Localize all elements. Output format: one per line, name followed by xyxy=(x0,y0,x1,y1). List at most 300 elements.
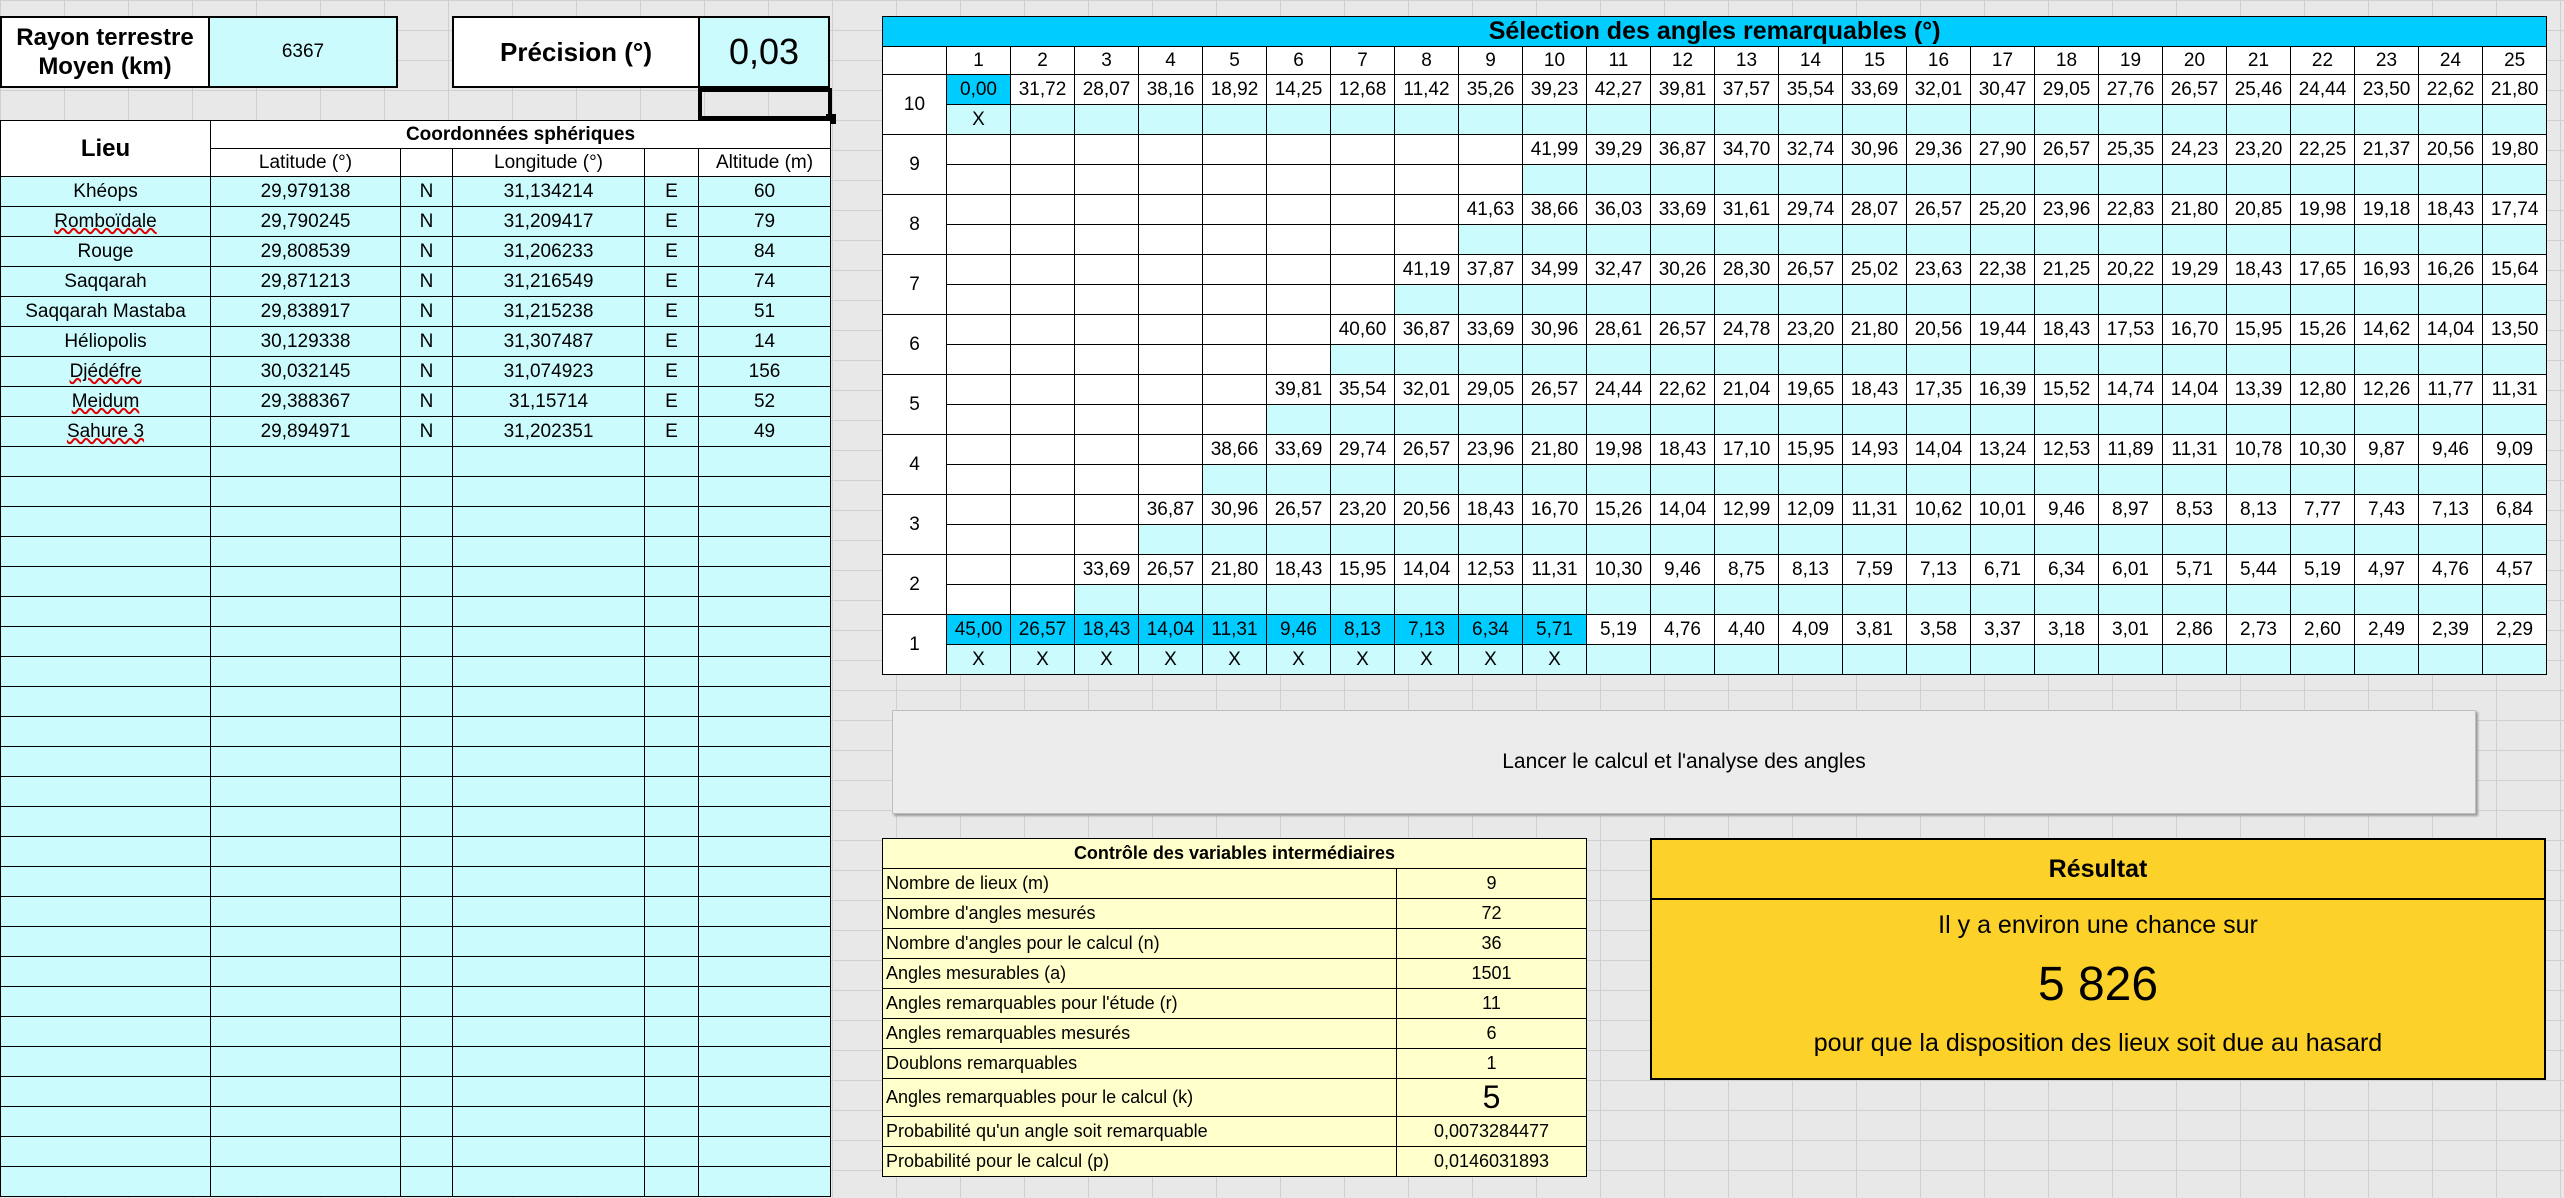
angle-mark-cell[interactable]: X xyxy=(1011,645,1075,675)
angle-value-cell[interactable]: 10,78 xyxy=(2227,435,2291,465)
angle-value-cell[interactable]: 8,97 xyxy=(2099,495,2163,525)
angle-mark-cell[interactable] xyxy=(2163,285,2227,315)
angle-value-cell[interactable] xyxy=(947,315,1011,345)
longitude-cell[interactable]: 31,307487 xyxy=(453,327,645,357)
angle-mark-cell[interactable] xyxy=(1075,585,1139,615)
altitude-cell[interactable]: 60 xyxy=(699,177,831,207)
angle-mark-cell[interactable] xyxy=(1907,225,1971,255)
ew-cell[interactable] xyxy=(645,867,699,897)
place-name-cell[interactable] xyxy=(1,627,211,657)
angle-mark-cell[interactable] xyxy=(1395,285,1459,315)
angle-value-cell[interactable]: 20,22 xyxy=(2099,255,2163,285)
angle-value-cell[interactable]: 11,77 xyxy=(2419,375,2483,405)
angle-mark-cell[interactable] xyxy=(1523,345,1587,375)
angle-value-cell[interactable]: 29,05 xyxy=(1459,375,1523,405)
angle-value-cell[interactable] xyxy=(1075,375,1139,405)
angle-value-cell[interactable]: 33,69 xyxy=(1267,435,1331,465)
place-name-cell[interactable] xyxy=(1,1167,211,1197)
angle-value-cell[interactable]: 40,60 xyxy=(1331,315,1395,345)
angle-value-cell[interactable]: 37,57 xyxy=(1715,75,1779,105)
angle-value-cell[interactable]: 8,53 xyxy=(2163,495,2227,525)
angle-mark-cell[interactable] xyxy=(1267,585,1331,615)
altitude-cell[interactable] xyxy=(699,1047,831,1077)
angle-mark-cell[interactable] xyxy=(2483,165,2547,195)
place-name-cell[interactable] xyxy=(1,1047,211,1077)
place-name-cell[interactable] xyxy=(1,807,211,837)
altitude-cell[interactable] xyxy=(699,1167,831,1197)
angle-value-cell[interactable]: 5,19 xyxy=(2291,555,2355,585)
angle-mark-cell[interactable] xyxy=(1331,105,1395,135)
altitude-cell[interactable] xyxy=(699,987,831,1017)
place-name-cell[interactable] xyxy=(1,837,211,867)
angle-mark-cell[interactable] xyxy=(1395,405,1459,435)
angle-mark-cell[interactable] xyxy=(1523,105,1587,135)
angle-mark-cell[interactable] xyxy=(2099,285,2163,315)
angle-mark-cell[interactable] xyxy=(1587,165,1651,195)
angle-value-cell[interactable]: 19,29 xyxy=(2163,255,2227,285)
angle-value-cell[interactable]: 0,00 xyxy=(947,75,1011,105)
angle-value-cell[interactable]: 2,60 xyxy=(2291,615,2355,645)
angle-mark-cell[interactable] xyxy=(2419,465,2483,495)
angle-mark-cell[interactable] xyxy=(1331,225,1395,255)
longitude-cell[interactable] xyxy=(453,1137,645,1167)
angle-value-cell[interactable]: 2,39 xyxy=(2419,615,2483,645)
ns-cell[interactable] xyxy=(401,807,453,837)
angle-mark-cell[interactable] xyxy=(1395,585,1459,615)
angle-mark-cell[interactable] xyxy=(1075,345,1139,375)
angle-value-cell[interactable]: 14,04 xyxy=(1907,435,1971,465)
angle-value-cell[interactable] xyxy=(1395,135,1459,165)
angle-value-cell[interactable]: 2,73 xyxy=(2227,615,2291,645)
angle-mark-cell[interactable] xyxy=(1715,525,1779,555)
angle-value-cell[interactable]: 4,40 xyxy=(1715,615,1779,645)
angle-mark-cell[interactable] xyxy=(947,465,1011,495)
ew-cell[interactable] xyxy=(645,1047,699,1077)
angle-mark-cell[interactable] xyxy=(1203,225,1267,255)
place-name-cell[interactable] xyxy=(1,867,211,897)
altitude-cell[interactable] xyxy=(699,447,831,477)
ns-cell[interactable] xyxy=(401,897,453,927)
angle-mark-cell[interactable] xyxy=(2355,525,2419,555)
angle-mark-cell[interactable] xyxy=(1715,105,1779,135)
altitude-cell[interactable] xyxy=(699,717,831,747)
altitude-cell[interactable] xyxy=(699,597,831,627)
angle-value-cell[interactable]: 4,76 xyxy=(1651,615,1715,645)
altitude-cell[interactable]: 84 xyxy=(699,237,831,267)
ns-cell[interactable] xyxy=(401,1017,453,1047)
angle-value-cell[interactable]: 18,43 xyxy=(2227,255,2291,285)
angle-value-cell[interactable]: 11,31 xyxy=(1843,495,1907,525)
angle-value-cell[interactable]: 10,30 xyxy=(2291,435,2355,465)
angle-mark-cell[interactable] xyxy=(2035,105,2099,135)
altitude-cell[interactable] xyxy=(699,927,831,957)
angle-mark-cell[interactable] xyxy=(2099,225,2163,255)
angle-mark-cell[interactable] xyxy=(1907,345,1971,375)
ns-cell[interactable] xyxy=(401,1137,453,1167)
angle-value-cell[interactable] xyxy=(1075,315,1139,345)
angle-value-cell[interactable]: 6,34 xyxy=(2035,555,2099,585)
ew-cell[interactable]: E xyxy=(645,387,699,417)
angle-value-cell[interactable]: 7,77 xyxy=(2291,495,2355,525)
angle-mark-cell[interactable] xyxy=(2291,345,2355,375)
ns-cell[interactable] xyxy=(401,837,453,867)
angle-mark-cell[interactable] xyxy=(2291,465,2355,495)
angle-value-cell[interactable]: 23,20 xyxy=(2227,135,2291,165)
ew-cell[interactable] xyxy=(645,777,699,807)
angle-value-cell[interactable] xyxy=(1331,255,1395,285)
angle-value-cell[interactable] xyxy=(947,495,1011,525)
place-name-cell[interactable] xyxy=(1,687,211,717)
angle-mark-cell[interactable] xyxy=(1139,225,1203,255)
ew-cell[interactable]: E xyxy=(645,297,699,327)
angle-mark-cell[interactable] xyxy=(1395,225,1459,255)
angle-mark-cell[interactable] xyxy=(2291,285,2355,315)
angle-value-cell[interactable]: 36,03 xyxy=(1587,195,1651,225)
altitude-cell[interactable] xyxy=(699,777,831,807)
angle-value-cell[interactable]: 7,13 xyxy=(1907,555,1971,585)
place-name-cell[interactable] xyxy=(1,537,211,567)
angle-mark-cell[interactable] xyxy=(1715,465,1779,495)
place-name-cell[interactable] xyxy=(1,567,211,597)
angle-value-cell[interactable]: 21,80 xyxy=(1203,555,1267,585)
angle-value-cell[interactable]: 28,07 xyxy=(1075,75,1139,105)
angle-mark-cell[interactable] xyxy=(1779,525,1843,555)
angle-value-cell[interactable]: 23,50 xyxy=(2355,75,2419,105)
angle-value-cell[interactable]: 38,66 xyxy=(1523,195,1587,225)
ns-cell[interactable]: N xyxy=(401,357,453,387)
angle-mark-cell[interactable] xyxy=(1011,585,1075,615)
angle-mark-cell[interactable] xyxy=(2163,165,2227,195)
angle-value-cell[interactable]: 15,95 xyxy=(1331,555,1395,585)
angle-value-cell[interactable]: 15,52 xyxy=(2035,375,2099,405)
angle-value-cell[interactable] xyxy=(1011,315,1075,345)
angle-mark-cell[interactable] xyxy=(1587,525,1651,555)
angle-value-cell[interactable]: 36,87 xyxy=(1395,315,1459,345)
angle-value-cell[interactable]: 16,70 xyxy=(1523,495,1587,525)
angle-value-cell[interactable]: 21,80 xyxy=(2483,75,2547,105)
angle-value-cell[interactable] xyxy=(1203,315,1267,345)
angle-value-cell[interactable]: 8,75 xyxy=(1715,555,1779,585)
longitude-cell[interactable] xyxy=(453,1047,645,1077)
angle-mark-cell[interactable] xyxy=(2163,465,2227,495)
angle-mark-cell[interactable] xyxy=(1395,465,1459,495)
longitude-cell[interactable] xyxy=(453,567,645,597)
angle-mark-cell[interactable] xyxy=(1843,105,1907,135)
ew-cell[interactable] xyxy=(645,1137,699,1167)
angle-value-cell[interactable]: 8,13 xyxy=(1331,615,1395,645)
angle-value-cell[interactable] xyxy=(1011,435,1075,465)
angle-value-cell[interactable]: 17,74 xyxy=(2483,195,2547,225)
angle-mark-cell[interactable] xyxy=(1651,645,1715,675)
angle-value-cell[interactable]: 21,80 xyxy=(1523,435,1587,465)
angle-value-cell[interactable]: 18,92 xyxy=(1203,75,1267,105)
angle-value-cell[interactable] xyxy=(1139,315,1203,345)
angle-value-cell[interactable] xyxy=(1011,555,1075,585)
angle-mark-cell[interactable] xyxy=(1779,585,1843,615)
angle-value-cell[interactable]: 35,26 xyxy=(1459,75,1523,105)
angle-mark-cell[interactable] xyxy=(2035,465,2099,495)
place-name-cell[interactable] xyxy=(1,357,211,387)
angle-value-cell[interactable] xyxy=(1459,135,1523,165)
angle-mark-cell[interactable] xyxy=(1779,465,1843,495)
angle-value-cell[interactable] xyxy=(1331,195,1395,225)
angle-value-cell[interactable]: 13,50 xyxy=(2483,315,2547,345)
angle-mark-cell[interactable] xyxy=(1203,285,1267,315)
angle-mark-cell[interactable]: X xyxy=(947,645,1011,675)
ns-cell[interactable]: N xyxy=(401,297,453,327)
angle-value-cell[interactable]: 18,43 xyxy=(1843,375,1907,405)
angle-mark-cell[interactable] xyxy=(1395,345,1459,375)
angle-value-cell[interactable]: 11,31 xyxy=(2483,375,2547,405)
angle-value-cell[interactable]: 18,43 xyxy=(2419,195,2483,225)
angle-value-cell[interactable]: 14,93 xyxy=(1843,435,1907,465)
longitude-cell[interactable] xyxy=(453,807,645,837)
ns-cell[interactable] xyxy=(401,687,453,717)
angle-mark-cell[interactable] xyxy=(1843,285,1907,315)
ns-cell[interactable] xyxy=(401,747,453,777)
longitude-cell[interactable] xyxy=(453,717,645,747)
ew-cell[interactable] xyxy=(645,987,699,1017)
angle-mark-cell[interactable] xyxy=(2099,645,2163,675)
place-name-cell[interactable] xyxy=(1,717,211,747)
altitude-cell[interactable]: 51 xyxy=(699,297,831,327)
angle-value-cell[interactable]: 10,30 xyxy=(1587,555,1651,585)
angle-mark-cell[interactable] xyxy=(1651,285,1715,315)
angle-value-cell[interactable]: 32,01 xyxy=(1907,75,1971,105)
ew-cell[interactable] xyxy=(645,597,699,627)
angle-value-cell[interactable] xyxy=(1331,135,1395,165)
angle-value-cell[interactable]: 37,87 xyxy=(1459,255,1523,285)
angle-mark-cell[interactable] xyxy=(2035,165,2099,195)
angle-mark-cell[interactable] xyxy=(1459,225,1523,255)
angle-mark-cell[interactable] xyxy=(2419,525,2483,555)
ew-cell[interactable]: E xyxy=(645,357,699,387)
angle-value-cell[interactable]: 19,98 xyxy=(1587,435,1651,465)
angle-value-cell[interactable]: 2,86 xyxy=(2163,615,2227,645)
angle-value-cell[interactable]: 27,76 xyxy=(2099,75,2163,105)
angle-mark-cell[interactable] xyxy=(2355,585,2419,615)
angle-mark-cell[interactable] xyxy=(2419,105,2483,135)
angle-mark-cell[interactable] xyxy=(1651,165,1715,195)
place-name-cell[interactable] xyxy=(1,447,211,477)
place-name-cell[interactable]: Rouge xyxy=(1,237,211,267)
angle-mark-cell[interactable] xyxy=(1459,585,1523,615)
ns-cell[interactable] xyxy=(401,1047,453,1077)
ew-cell[interactable] xyxy=(645,447,699,477)
angle-mark-cell[interactable] xyxy=(1715,585,1779,615)
angle-value-cell[interactable]: 30,96 xyxy=(1843,135,1907,165)
angle-mark-cell[interactable] xyxy=(947,585,1011,615)
angle-mark-cell[interactable] xyxy=(2163,105,2227,135)
angle-value-cell[interactable]: 23,20 xyxy=(1331,495,1395,525)
longitude-cell[interactable] xyxy=(453,1107,645,1137)
longitude-cell[interactable] xyxy=(453,537,645,567)
angle-mark-cell[interactable] xyxy=(2355,345,2419,375)
longitude-cell[interactable]: 31,202351 xyxy=(453,417,645,447)
angle-value-cell[interactable]: 12,26 xyxy=(2355,375,2419,405)
angle-value-cell[interactable]: 15,95 xyxy=(1779,435,1843,465)
angle-value-cell[interactable] xyxy=(1139,435,1203,465)
angle-value-cell[interactable]: 38,66 xyxy=(1203,435,1267,465)
altitude-cell[interactable] xyxy=(699,657,831,687)
angle-value-cell[interactable]: 3,01 xyxy=(2099,615,2163,645)
angle-mark-cell[interactable] xyxy=(2163,645,2227,675)
angle-value-cell[interactable]: 24,23 xyxy=(2163,135,2227,165)
angle-mark-cell[interactable] xyxy=(1459,285,1523,315)
angle-value-cell[interactable]: 31,72 xyxy=(1011,75,1075,105)
angle-mark-cell[interactable] xyxy=(1843,165,1907,195)
angle-value-cell[interactable]: 41,99 xyxy=(1523,135,1587,165)
angle-mark-cell[interactable] xyxy=(1459,345,1523,375)
angle-mark-cell[interactable] xyxy=(2227,105,2291,135)
altitude-cell[interactable] xyxy=(699,687,831,717)
angle-value-cell[interactable]: 11,42 xyxy=(1395,75,1459,105)
angle-value-cell[interactable]: 3,81 xyxy=(1843,615,1907,645)
angle-value-cell[interactable]: 13,24 xyxy=(1971,435,2035,465)
angle-mark-cell[interactable] xyxy=(1267,465,1331,495)
angle-mark-cell[interactable] xyxy=(1971,405,2035,435)
angle-value-cell[interactable]: 34,99 xyxy=(1523,255,1587,285)
angle-mark-cell[interactable] xyxy=(1971,165,2035,195)
ew-cell[interactable] xyxy=(645,537,699,567)
longitude-cell[interactable] xyxy=(453,927,645,957)
latitude-cell[interactable] xyxy=(211,567,401,597)
angle-mark-cell[interactable]: X xyxy=(1523,645,1587,675)
latitude-cell[interactable] xyxy=(211,477,401,507)
angle-mark-cell[interactable] xyxy=(1779,225,1843,255)
angle-mark-cell[interactable] xyxy=(1203,465,1267,495)
angle-value-cell[interactable]: 22,62 xyxy=(2419,75,2483,105)
latitude-cell[interactable] xyxy=(211,1017,401,1047)
ew-cell[interactable] xyxy=(645,807,699,837)
angle-value-cell[interactable]: 26,57 xyxy=(1011,615,1075,645)
latitude-cell[interactable]: 29,871213 xyxy=(211,267,401,297)
angle-mark-cell[interactable] xyxy=(1587,405,1651,435)
angle-mark-cell[interactable] xyxy=(1459,105,1523,135)
longitude-cell[interactable] xyxy=(453,597,645,627)
angle-mark-cell[interactable] xyxy=(1139,285,1203,315)
angle-mark-cell[interactable] xyxy=(1331,465,1395,495)
angle-mark-cell[interactable] xyxy=(2227,405,2291,435)
ns-cell[interactable] xyxy=(401,777,453,807)
angle-value-cell[interactable]: 13,39 xyxy=(2227,375,2291,405)
longitude-cell[interactable] xyxy=(453,447,645,477)
angle-value-cell[interactable]: 31,61 xyxy=(1715,195,1779,225)
angle-mark-cell[interactable] xyxy=(1139,345,1203,375)
latitude-cell[interactable] xyxy=(211,657,401,687)
angle-mark-cell[interactable] xyxy=(1459,525,1523,555)
angle-mark-cell[interactable] xyxy=(1075,165,1139,195)
latitude-cell[interactable] xyxy=(211,927,401,957)
ns-cell[interactable]: N xyxy=(401,387,453,417)
angle-mark-cell[interactable] xyxy=(1907,165,1971,195)
angle-mark-cell[interactable] xyxy=(1267,225,1331,255)
ns-cell[interactable]: N xyxy=(401,327,453,357)
altitude-cell[interactable]: 49 xyxy=(699,417,831,447)
angle-value-cell[interactable]: 18,43 xyxy=(1075,615,1139,645)
angle-mark-cell[interactable] xyxy=(2227,525,2291,555)
angle-mark-cell[interactable] xyxy=(2099,585,2163,615)
ns-cell[interactable] xyxy=(401,927,453,957)
angle-value-cell[interactable]: 6,34 xyxy=(1459,615,1523,645)
latitude-cell[interactable] xyxy=(211,807,401,837)
angle-value-cell[interactable] xyxy=(1203,195,1267,225)
latitude-cell[interactable] xyxy=(211,507,401,537)
longitude-cell[interactable] xyxy=(453,1167,645,1197)
angle-value-cell[interactable]: 19,98 xyxy=(2291,195,2355,225)
angle-value-cell[interactable]: 5,71 xyxy=(2163,555,2227,585)
angle-mark-cell[interactable] xyxy=(1331,405,1395,435)
angle-mark-cell[interactable] xyxy=(1523,225,1587,255)
angle-value-cell[interactable]: 14,04 xyxy=(2419,315,2483,345)
angle-value-cell[interactable]: 12,53 xyxy=(1459,555,1523,585)
angle-mark-cell[interactable] xyxy=(2163,585,2227,615)
angle-value-cell[interactable]: 4,09 xyxy=(1779,615,1843,645)
angle-mark-cell[interactable] xyxy=(1907,645,1971,675)
latitude-cell[interactable]: 29,979138 xyxy=(211,177,401,207)
angle-value-cell[interactable]: 39,81 xyxy=(1267,375,1331,405)
latitude-cell[interactable]: 29,790245 xyxy=(211,207,401,237)
angle-mark-cell[interactable] xyxy=(947,405,1011,435)
angle-mark-cell[interactable]: X xyxy=(1459,645,1523,675)
angle-value-cell[interactable] xyxy=(1075,135,1139,165)
angle-value-cell[interactable]: 23,63 xyxy=(1907,255,1971,285)
longitude-cell[interactable] xyxy=(453,477,645,507)
angle-mark-cell[interactable] xyxy=(1139,465,1203,495)
angle-mark-cell[interactable] xyxy=(1651,345,1715,375)
angle-mark-cell[interactable]: X xyxy=(1331,645,1395,675)
angle-mark-cell[interactable] xyxy=(2035,225,2099,255)
angle-mark-cell[interactable] xyxy=(1139,525,1203,555)
latitude-cell[interactable] xyxy=(211,537,401,567)
latitude-cell[interactable] xyxy=(211,597,401,627)
angle-value-cell[interactable]: 15,26 xyxy=(1587,495,1651,525)
angle-value-cell[interactable]: 5,71 xyxy=(1523,615,1587,645)
angle-value-cell[interactable]: 11,31 xyxy=(1203,615,1267,645)
angle-value-cell[interactable]: 20,56 xyxy=(1907,315,1971,345)
angle-value-cell[interactable]: 45,00 xyxy=(947,615,1011,645)
ns-cell[interactable]: N xyxy=(401,417,453,447)
longitude-cell[interactable] xyxy=(453,867,645,897)
ns-cell[interactable]: N xyxy=(401,237,453,267)
ns-cell[interactable] xyxy=(401,447,453,477)
angle-value-cell[interactable] xyxy=(947,375,1011,405)
angle-value-cell[interactable]: 7,59 xyxy=(1843,555,1907,585)
angle-value-cell[interactable]: 18,43 xyxy=(1267,555,1331,585)
angle-value-cell[interactable] xyxy=(1139,375,1203,405)
longitude-cell[interactable] xyxy=(453,897,645,927)
angle-value-cell[interactable]: 12,53 xyxy=(2035,435,2099,465)
ns-cell[interactable]: N xyxy=(401,267,453,297)
angle-mark-cell[interactable] xyxy=(1011,105,1075,135)
angle-value-cell[interactable]: 21,04 xyxy=(1715,375,1779,405)
latitude-cell[interactable] xyxy=(211,1107,401,1137)
angle-value-cell[interactable] xyxy=(1139,135,1203,165)
angle-mark-cell[interactable] xyxy=(1139,165,1203,195)
angle-mark-cell[interactable] xyxy=(2227,465,2291,495)
place-name-cell[interactable]: Saqqarah xyxy=(1,267,211,297)
altitude-cell[interactable] xyxy=(699,747,831,777)
angle-mark-cell[interactable] xyxy=(2291,585,2355,615)
angle-mark-cell[interactable] xyxy=(2291,405,2355,435)
ew-cell[interactable] xyxy=(645,927,699,957)
angle-value-cell[interactable]: 6,84 xyxy=(2483,495,2547,525)
place-name-cell[interactable]: Khéops xyxy=(1,177,211,207)
angle-value-cell[interactable]: 36,87 xyxy=(1139,495,1203,525)
angle-mark-cell[interactable] xyxy=(2227,645,2291,675)
place-name-cell[interactable] xyxy=(1,477,211,507)
angle-value-cell[interactable]: 38,16 xyxy=(1139,75,1203,105)
